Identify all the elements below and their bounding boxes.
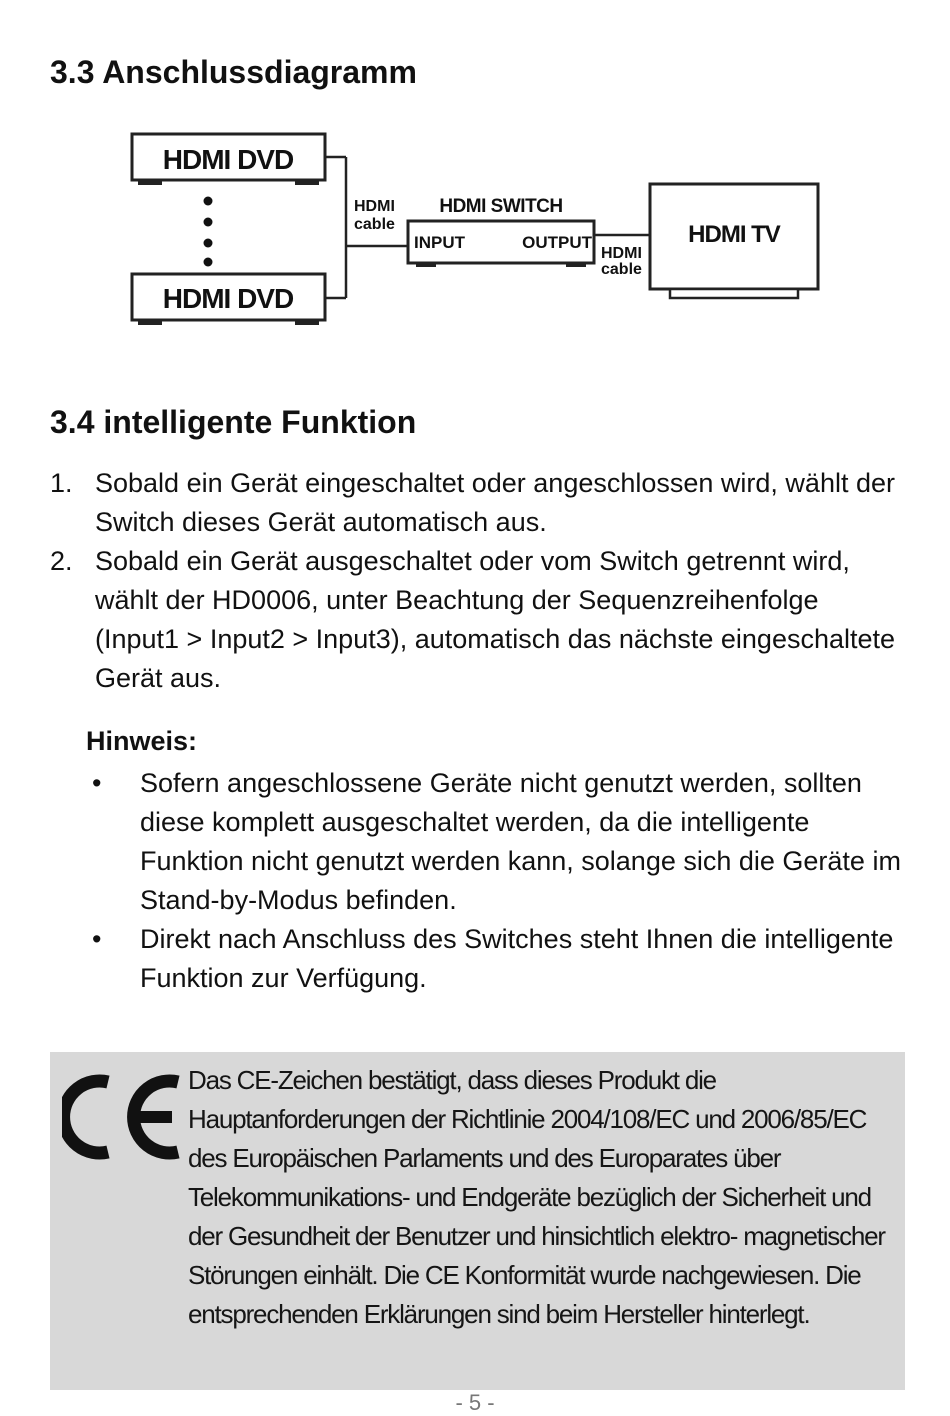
list-text: Sobald ein Gerät eingeschaltet oder angeschlossen wird, wählt der Switch dieses Gerät automatisch aus.	[95, 468, 895, 537]
bullet-item	[92, 764, 912, 920]
hdmi-tv	[650, 184, 818, 298]
cable-label-right-1: HDMI	[601, 245, 642, 262]
bullet-text: Sofern angeschlossene Geräte nicht genutzt werden, sollten diese komplett ausgeschaltet werden, da die intelligente Funktion nicht genutzt werden kann, solange sich die Geräte im Stand-by-Modus befinden.	[140, 768, 901, 915]
bullet-item	[92, 920, 912, 998]
ce-notice-text: Das CE-Zeichen bestätigt, dass dieses Produkt die Hauptanforderungen der Richtlinie 2004/108/EC und 2006/85/EC des Europäischen Parlaments und des Europarates über Telekommunikations- und Endgeräte bezüglich der Sicherheit und der Gesundheit der Benutzer und hinsichtlich elektro- magnetischer Störungen einhält. Die CE Konformität wurde nachgewiesen. Die entsprechenden Erklärungen sind beim Hersteller hinterlegt.	[188, 1065, 885, 1329]
connection-diagram	[126, 126, 826, 326]
ce-notice-box	[50, 1052, 905, 1390]
section-title-smart-function: 3.4 intelligente Funktion	[50, 404, 417, 440]
dvd-bottom-label: HDMI DVD	[162, 283, 294, 314]
dot	[204, 239, 213, 248]
list-item	[50, 542, 910, 698]
list-number: 2.	[50, 546, 73, 576]
section-title-connection-diagram: 3.3 Anschlussdiagramm	[50, 54, 417, 90]
cable-label-right-2: cable	[601, 261, 642, 278]
dvd-player-bottom	[132, 274, 325, 325]
ce-mark-icon	[62, 1072, 182, 1162]
switch-input-label: INPUT	[414, 233, 465, 252]
note-label: Hinweis:	[86, 726, 198, 756]
hdmi-switch	[408, 196, 594, 267]
bullet-icon: •	[92, 924, 102, 954]
dot	[204, 258, 213, 267]
bullet-text: Direkt nach Anschluss des Switches steht Ihnen die intelligente Funktion zur Verfügung.	[140, 924, 894, 993]
switch-title: HDMI SWITCH	[439, 196, 563, 217]
list-item	[50, 464, 910, 542]
cable-label-left-2: cable	[354, 216, 395, 233]
dvd-player-top	[132, 134, 325, 185]
tv-label: HDMI TV	[688, 221, 780, 248]
bullet-icon: •	[92, 768, 102, 798]
cable-label-left-1: HDMI	[354, 198, 395, 215]
page-number: - 5 -	[455, 1390, 495, 1415]
dot	[204, 218, 213, 227]
list-number: 1.	[50, 468, 73, 498]
list-text: Sobald ein Gerät ausgeschaltet oder vom Switch getrennt wird, wählt der HD0006, unter Beachtung der Sequenzreihenfolge (Input1 > Input2 > Input3), automatisch das nächste eingeschaltete Gerät aus.	[95, 546, 896, 693]
switch-output-label: OUTPUT	[522, 233, 592, 252]
dvd-top-label: HDMI DVD	[162, 144, 294, 175]
note-list	[92, 764, 912, 998]
smart-function-list	[50, 464, 910, 698]
dot	[204, 197, 213, 206]
